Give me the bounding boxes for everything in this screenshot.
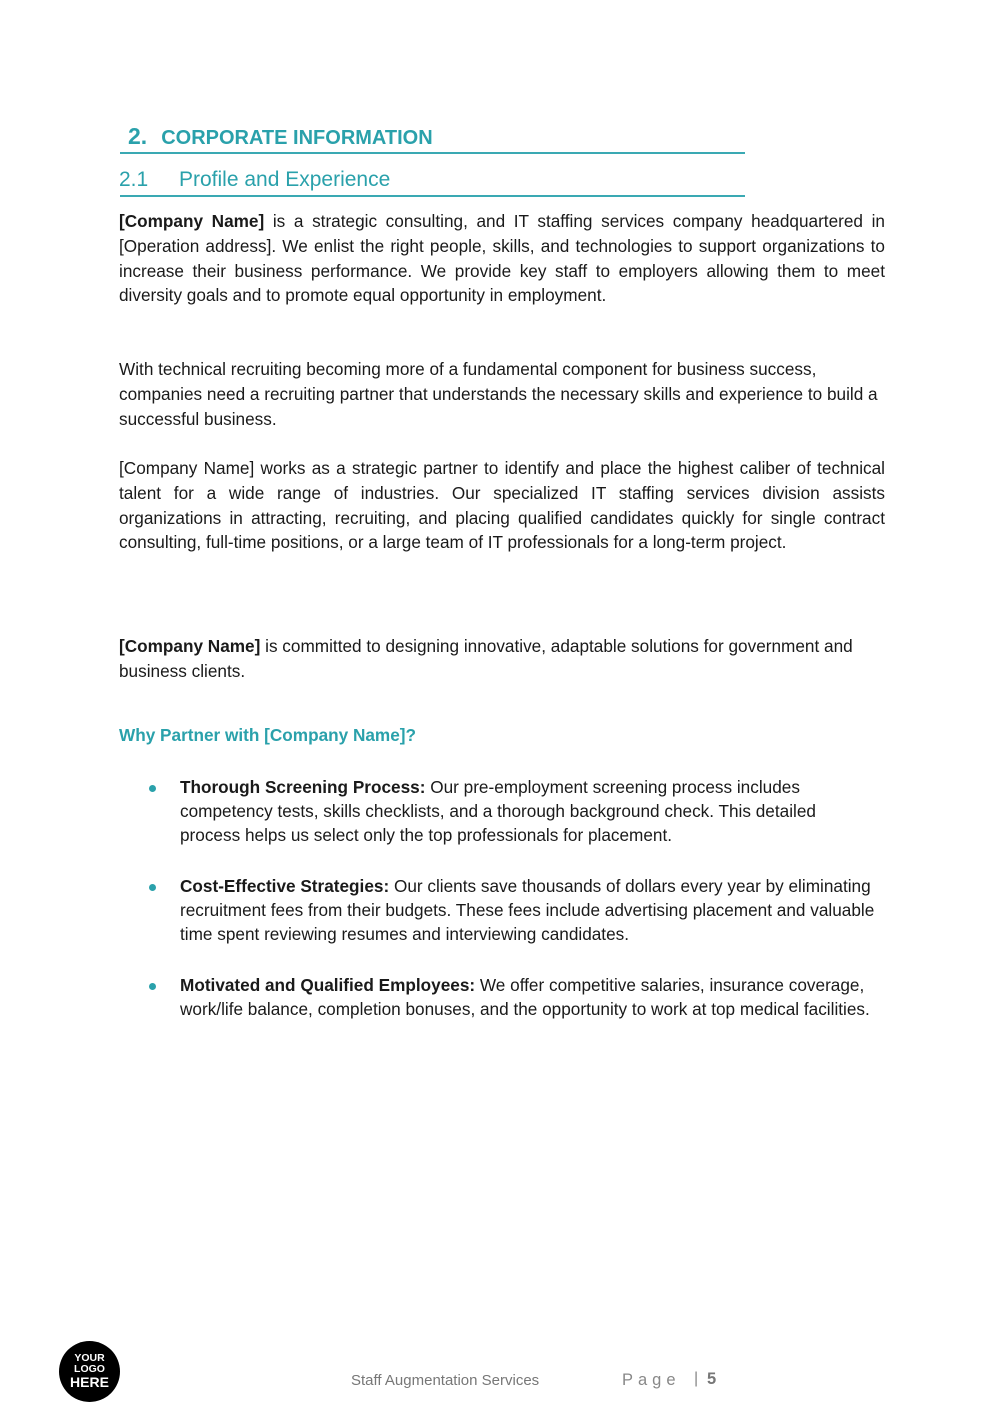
bullet-icon bbox=[149, 884, 156, 891]
logo-line-2: LOGO bbox=[74, 1363, 105, 1375]
bullet-icon bbox=[149, 785, 156, 792]
footer-page-label: Page bbox=[622, 1371, 681, 1389]
paragraph-profile bbox=[119, 209, 885, 308]
list-item-text bbox=[180, 974, 880, 1022]
subsection-number: 2.1 bbox=[119, 168, 149, 191]
section-heading bbox=[128, 122, 745, 152]
company-name-bold: [Company Name] bbox=[119, 636, 261, 656]
logo-line-3: HERE bbox=[70, 1374, 109, 1390]
footer-page-number: 5 bbox=[707, 1370, 717, 1388]
list-item-text bbox=[180, 875, 880, 946]
section-title: CORPORATE INFORMATION bbox=[161, 127, 433, 149]
paragraph-text: is a strategic consulting, and IT staffing services company headquartered in [Operation address]. We enlist the right people, skills, and technologies to support organizations to increase their business performance. We provide key staff to employers allowing them to meet diversity goals and to promote equal opportunity in employment. bbox=[119, 211, 885, 306]
list-item-title: Cost-Effective Strategies: bbox=[180, 876, 390, 896]
list-item-title: Thorough Screening Process: bbox=[180, 777, 426, 797]
subsection-title: Profile and Experience bbox=[179, 168, 391, 191]
list-item-text bbox=[180, 776, 880, 847]
why-partner-heading: Why Partner with [Company Name]? bbox=[119, 725, 416, 745]
paragraph-technical-recruiting bbox=[119, 357, 885, 431]
list-item-body: We offer competitive salaries, insurance coverage, work/life balance, completion bonuses, and the opportunity to work at top medical facilities. bbox=[180, 975, 870, 1019]
paragraph-text: [Company Name] works as a strategic partner to identify and place the highest caliber of technical talent for a wide range of industries. Our specialized IT staffing services division assists organizations in attracting, recruiting, and placing qualified candidates quickly for single contract consulting, full-time positions, or a large team of IT professionals for a long-term project. bbox=[119, 458, 885, 553]
subsection-heading bbox=[119, 166, 390, 194]
section-heading-rule bbox=[120, 152, 745, 154]
paragraph-commitment bbox=[119, 634, 885, 684]
paragraph-text: is committed to designing innovative, adaptable solutions for government and business clients. bbox=[119, 636, 853, 681]
subsection-heading-rule bbox=[120, 195, 745, 197]
list-item-title: Motivated and Qualified Employees: bbox=[180, 975, 476, 995]
section-number: 2. bbox=[128, 123, 148, 149]
bullet-icon bbox=[149, 983, 156, 990]
company-logo bbox=[59, 1341, 120, 1402]
list-item-body: Our clients save thousands of dollars every year by eliminating recruitment fees from their budgets. These fees include advertising placement and valuable time spent reviewing resumes and interviewing candidates. bbox=[180, 876, 875, 944]
footer-document-title: Staff Augmentation Services bbox=[351, 1372, 540, 1389]
logo-line-1: YOUR bbox=[74, 1352, 105, 1364]
paragraph-strategic-partner bbox=[119, 456, 885, 555]
list-item-body: Our pre-employment screening process includes competency tests, skills checklists, and a thorough background check. This detailed process helps us select only the top professionals for placement. bbox=[180, 777, 816, 845]
paragraph-text: With technical recruiting becoming more of a fundamental component for business success, companies need a recruiting partner that understands the necessary skills and experience to build a successful business. bbox=[119, 359, 878, 429]
company-name-bold: [Company Name] bbox=[119, 211, 265, 231]
footer-separator: | bbox=[694, 1370, 699, 1387]
